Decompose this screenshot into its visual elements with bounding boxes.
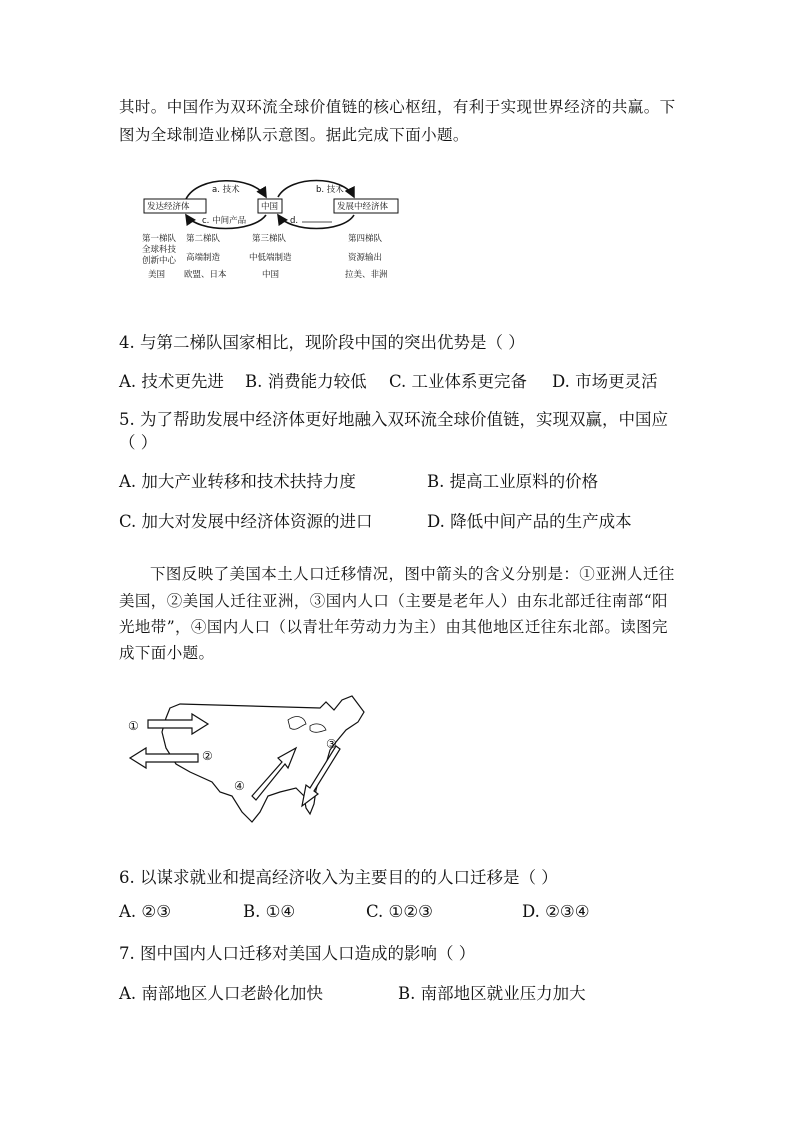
q5-option-a[interactable]: A. 加大产业转移和技术扶持力度 — [119, 472, 356, 491]
q6-option-d[interactable]: D. ②③④ — [522, 902, 590, 921]
manufacturing-tier-diagram — [138, 175, 403, 290]
tier2-country: 欧盟、日本 — [184, 270, 227, 280]
arrow-4-to-northeast — [252, 748, 296, 800]
tier3-title: 第三梯队 — [252, 234, 287, 244]
arrow-1-asia-to-us — [148, 714, 208, 734]
q7-stem: 7. 图中国内人口迁移对美国人口造成的影响（ ） — [119, 944, 476, 963]
q4-option-b[interactable]: B. 消费能力较低 — [245, 372, 367, 391]
intro1-line2: 图为全球制造业梯队示意图。据此完成下面小题。 — [119, 126, 469, 144]
q6-option-a[interactable]: A. ②③ — [119, 902, 171, 921]
tier2-role: 高端制造 — [186, 253, 221, 263]
q6-option-c[interactable]: C. ①②③ — [366, 902, 433, 921]
map-label-1: ① — [128, 719, 139, 733]
q4-stem: 4. 与第二梯队国家相比，现阶段中国的突出优势是（ ） — [119, 333, 525, 352]
great-lakes-shape — [288, 717, 306, 730]
intro2-line4: 成下面小题。 — [119, 644, 215, 662]
q5-stem-line2: （ ） — [119, 433, 158, 452]
q4-option-c[interactable]: C. 工业体系更完备 — [389, 372, 528, 391]
map-label-2: ② — [202, 749, 213, 763]
q5-option-c[interactable]: C. 加大对发展中经济体资源的进口 — [119, 512, 373, 531]
arrow-3-northeast-to-south — [302, 746, 340, 806]
tier4-role: 资源输出 — [348, 253, 383, 263]
map-label-4: ④ — [234, 779, 245, 793]
box-center-label: 中国 — [261, 202, 279, 212]
q7-option-b[interactable]: B. 南部地区就业压力加大 — [398, 984, 586, 1003]
q5-option-d[interactable]: D. 降低中间产品的生产成本 — [427, 512, 632, 531]
box-left-label: 发达经济体 — [147, 202, 190, 212]
map-label-3: ③ — [326, 737, 337, 751]
tier1-title: 第一梯队 — [142, 234, 177, 244]
q6-stem: 6. 以谋求就业和提高经济收入为主要目的的人口迁移是（ ） — [119, 868, 558, 887]
arrow-a-label: a. 技术 — [212, 185, 240, 195]
box-right-label: 发展中经济体 — [337, 202, 389, 212]
tier4-title: 第四梯队 — [348, 234, 383, 244]
tier1-country: 美国 — [148, 270, 166, 280]
tier4-country: 拉美、非洲 — [345, 270, 388, 280]
q4-option-a[interactable]: A. 技术更先进 — [119, 372, 224, 391]
intro2-line2: 美国，②美国人迁往亚洲，③国内人口（主要是老年人）由东北部迁往南部“阳 — [119, 592, 668, 610]
arrow-d-label: d. — [290, 216, 299, 226]
q5-stem-line1: 5. 为了帮助发展中经济体更好地融入双环流全球价值链，实现双赢，中国应 — [119, 410, 668, 429]
intro2-line3: 光地带”，④国内人口（以青壮年劳动力为主）由其他地区迁往东北部。读图完 — [119, 618, 668, 636]
q4-option-d[interactable]: D. 市场更灵活 — [552, 372, 658, 391]
tier2-title: 第二梯队 — [186, 234, 221, 244]
arrow-b-label: b. 技术 — [316, 185, 344, 195]
arrow-2-us-to-asia — [130, 748, 198, 768]
q6-option-b[interactable]: B. ①④ — [243, 902, 296, 921]
intro1-line1: 其时。中国作为双环流全球价值链的核心枢纽，有利于实现世界经济的共赢。下 — [119, 98, 676, 116]
great-lakes-shape-2 — [310, 724, 326, 732]
arrow-c-label: c. 中间产品 — [202, 216, 247, 226]
q7-option-a[interactable]: A. 南部地区人口老龄化加快 — [119, 984, 323, 1003]
q5-option-b[interactable]: B. 提高工业原料的价格 — [427, 472, 599, 491]
tier1-line3: 创新中心 — [142, 256, 177, 266]
intro2-line1: 下图反映了美国本土人口迁移情况，图中箭头的含义分别是：①亚洲人迁往 — [150, 565, 675, 583]
us-migration-map — [120, 692, 380, 832]
tier3-role: 中低端制造 — [249, 253, 292, 263]
tier1-line2: 全球科技 — [142, 245, 177, 255]
tier3-country: 中国 — [262, 270, 280, 280]
